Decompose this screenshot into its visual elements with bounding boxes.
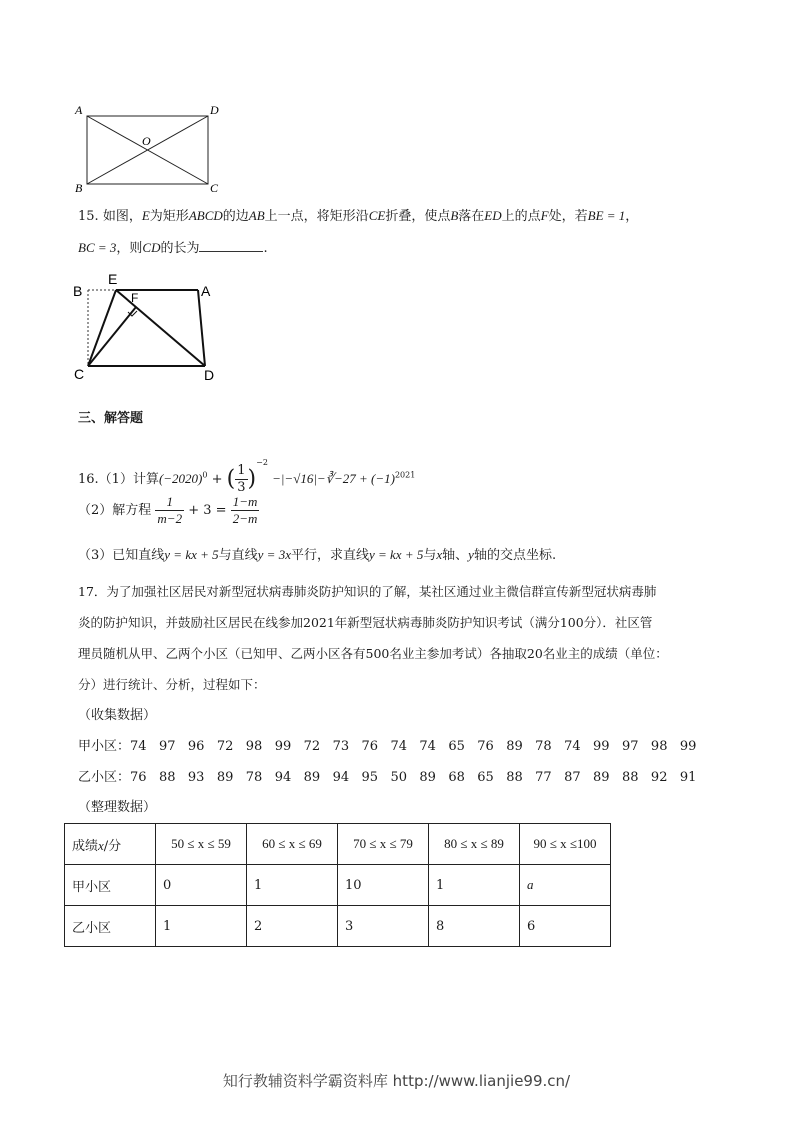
table-header-row (65, 824, 611, 865)
answer-blank (199, 237, 263, 252)
frac1-exp: −2 (256, 458, 268, 467)
section-heading: 三、解答题 (78, 411, 144, 426)
q16-part1-prefix: 16.（1）计算 (78, 472, 159, 487)
table-row (65, 865, 611, 906)
table-cell: 1 (156, 906, 247, 947)
fig1-label-a: A (75, 103, 83, 117)
table-cell: 0 (156, 865, 247, 906)
header-range-3: 70 ≤ x ≤ 79 (338, 824, 429, 865)
q16-part2-prefix: （2）解方程 (78, 503, 152, 518)
q16-part2-mid: + 3 = (188, 503, 227, 518)
folded-rectangle-figure (70, 266, 230, 386)
paren-open: ( (226, 466, 236, 492)
fig2-label-b: B (73, 283, 83, 299)
q15-f: F (540, 208, 549, 223)
q16-plus: + (211, 472, 223, 487)
score-distribution-table (64, 823, 611, 947)
q15-number: 15. (78, 209, 99, 224)
q15-text-d: 上一点，将矩形沿 (264, 209, 369, 224)
frac2-den: m−2 (157, 511, 183, 526)
q17-line2: 炎的防护知识，并鼓励社区居民在线参加2021年新型冠状病毒肺炎防护知识考试（满分100分）．社区管 (78, 615, 653, 630)
q17-line3: 理员随机从甲、乙两个小区（已知甲、乙两小区各有500名业主参加考试）各抽取20名业主的成绩（单位： (78, 646, 668, 661)
table-cell: 6 (520, 906, 611, 947)
q15-text-b: 为矩形 (149, 209, 189, 224)
q16-p3-eq1: y = kx + 5 (164, 547, 219, 562)
frac2-num: 1 (155, 494, 184, 511)
q15-abcd: ABCD (188, 208, 223, 223)
q16-part2 (78, 494, 259, 528)
organize-data-title: （整理数据） (78, 800, 157, 815)
frac1-den: 3 (237, 480, 246, 495)
table-cell: 1 (429, 865, 520, 906)
fig1-label-b: B (75, 181, 83, 195)
q15-text-j: 的长为 (160, 241, 200, 256)
header-range-4: 80 ≤ x ≤ 89 (429, 824, 520, 865)
q16-term1: (−2020) (158, 471, 203, 486)
yi-scores-row (78, 768, 696, 788)
header-range-5: 90 ≤ x ≤100 (520, 824, 611, 865)
q17-line1: 17．为了加强社区居民对新型冠状病毒肺炎防护知识的了解，某社区通过业主微信群宣传新型冠状病毒肺 (78, 584, 657, 599)
q15-text-e: 折叠，使点 (385, 209, 451, 224)
fraction-one-third (235, 463, 247, 496)
footer-watermark: 知行教辅资料学霸资料库 http://www.lianjie99.cn/ (222, 1072, 571, 1090)
frac3-num: 1−m (232, 494, 258, 509)
jia-scores: 74 97 96 72 98 99 72 73 76 74 74 65 76 89 78 74 99 97 98 99 (130, 739, 697, 754)
header-score-b: /分 (103, 838, 122, 854)
q17-line4: 分）进行统计、分析，过程如下： (78, 677, 266, 692)
row-label-jia: 甲小区 (65, 865, 156, 906)
q15-text-g: 上的点 (501, 209, 541, 224)
q16-p3-c: 平行，求直线 (290, 548, 369, 563)
frac1-num: 1 (237, 463, 246, 478)
q15-ce: CE (368, 208, 386, 223)
table-cell-a: a (520, 865, 611, 906)
paren-close: ) (247, 466, 257, 492)
jia-scores-row (78, 737, 696, 757)
q16-p3-eq3: y = kx + 5 (368, 547, 424, 562)
fig1-label-c: C (210, 181, 219, 195)
q16-p3-b: 与直线 (218, 548, 258, 563)
row-label-yi: 乙小区 (65, 906, 156, 947)
q15-ed: ED (484, 208, 502, 223)
frac3-den: 2−m (232, 511, 258, 526)
q15-line1 (78, 206, 638, 227)
q15-text-c: 的边 (222, 209, 249, 224)
header-range-2: 60 ≤ x ≤ 69 (247, 824, 338, 865)
q16-p3-f: 轴的交点坐标. (473, 548, 557, 563)
fraction-1-m-over-2-m (231, 494, 260, 527)
fig2-label-e: E (108, 271, 118, 287)
q15-line2 (78, 237, 268, 259)
q16-rest: −|−√16|−∛−27 + (−1) (272, 471, 395, 486)
q16-part3 (78, 545, 556, 566)
table-cell: 10 (338, 865, 429, 906)
q16-rest-exp: 2021 (394, 470, 416, 480)
q16-p3-a: （3）已知直线 (78, 548, 165, 563)
fig2-label-c: C (74, 366, 85, 382)
header-score-x: x (98, 837, 104, 853)
table-row (65, 906, 611, 947)
q15-text-i: ，则 (116, 241, 143, 256)
fig2-label-a: A (201, 283, 211, 299)
header-range-1: 50 ≤ x ≤ 59 (156, 824, 247, 865)
q16-term1-exp: 0 (202, 470, 208, 480)
yi-label: 乙小区： (78, 770, 131, 785)
table-cell: 2 (247, 906, 338, 947)
q15-text-f: 落在 (458, 209, 485, 224)
fig1-label-d: D (210, 103, 219, 117)
q16-p3-d: 与 (423, 548, 437, 563)
q15-be: BE = 1 (587, 208, 626, 223)
q15-b: B (450, 208, 459, 223)
q15-ab: AB (248, 208, 265, 223)
table-cell: 1 (247, 865, 338, 906)
fig2-label-f: F (131, 291, 139, 305)
q15-text-h: 处，若 (548, 209, 588, 224)
q15-text-a: 如图， (102, 209, 142, 224)
q15-cd: CD (142, 240, 161, 255)
q16-p3-eq2: y = 3x (257, 547, 291, 562)
q15-comma: ， (625, 209, 639, 224)
header-score-a: 成绩 (72, 838, 99, 854)
q16-p3-x: x (436, 547, 443, 562)
yi-scores: 76 88 93 89 78 94 89 94 95 50 89 68 65 88 77 87 89 88 92 91 (130, 770, 697, 785)
q15-end: . (263, 241, 268, 256)
table-cell: 8 (429, 906, 520, 947)
table-cell: 3 (338, 906, 429, 947)
header-score-cell (65, 824, 156, 865)
q16-p3-e: 轴、 (442, 548, 469, 563)
fraction-1-over-m-2 (155, 494, 184, 527)
q16-part1 (78, 446, 415, 497)
jia-label: 甲小区： (78, 739, 131, 754)
fig2-label-d: D (204, 367, 215, 383)
collect-data-title: （收集数据） (78, 708, 157, 723)
q15-e: E (141, 208, 150, 223)
q15-bc: BC = 3 (78, 240, 117, 255)
q16-p3-y: y (468, 547, 474, 562)
rectangle-abcd-figure (70, 100, 230, 196)
fig1-label-o: O (142, 134, 151, 148)
